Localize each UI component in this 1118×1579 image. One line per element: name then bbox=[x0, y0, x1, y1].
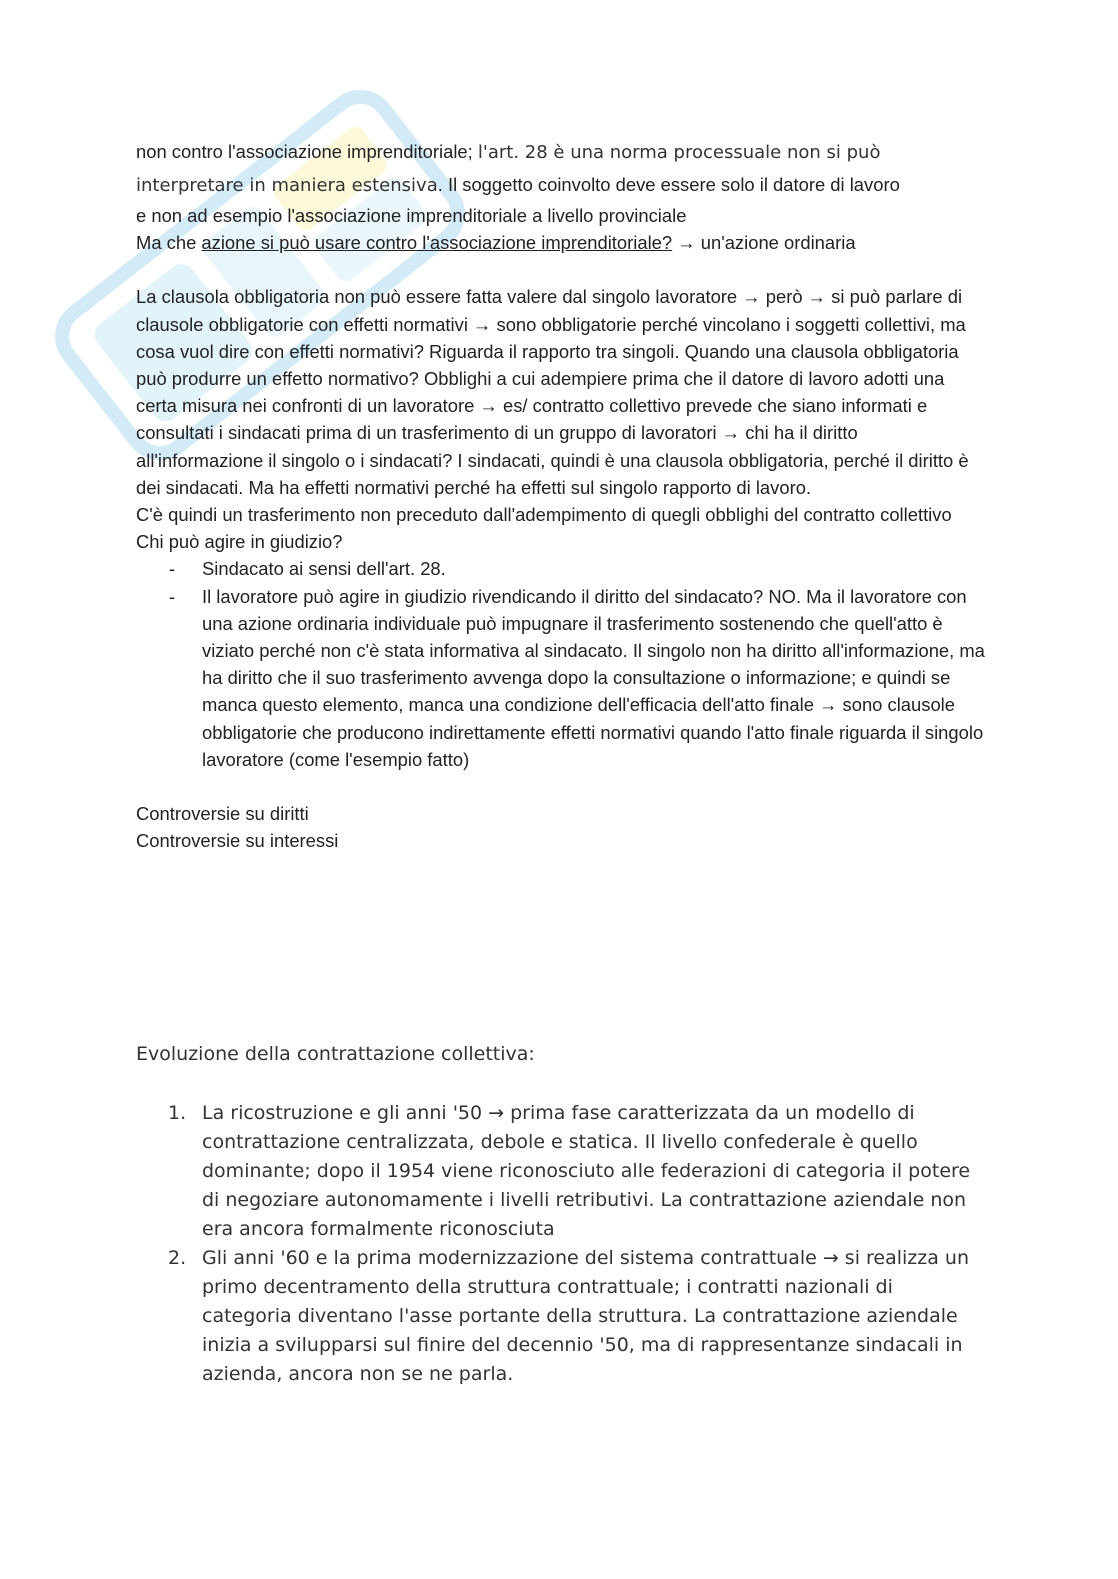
list-item-text: Gli anni '60 e la prima modernizzazione del sistema contrattuale → si realizza un primo decentramento della struttura contrattuale; i contratti nazionali di categoria diventano l'asse portante della struttura. La contrattazione aziendale inizia a svilupparsi sul finire del decennio '50, ma di rappresentanze sindacali in azienda, ancora non se ne parla. bbox=[202, 1247, 970, 1385]
paragraph-1-line3: e non ad esempio l'associazione imprenditoriale a livello provinciale bbox=[136, 205, 687, 226]
dash-bullet: - bbox=[169, 558, 176, 580]
dash-bullet: - bbox=[169, 585, 176, 607]
paragraph-3: C'è quindi un trasferimento non preceduto dall'adempimento di quegli obblighi del contratto collettivo bbox=[136, 504, 952, 526]
section-title: Evoluzione della contrattazione collettiva: bbox=[136, 1043, 535, 1065]
underlined-question: azione si può usare contro l'associazione imprenditoriale? bbox=[201, 232, 673, 254]
paragraph-1-line1-a: non contro l'associazione imprenditoriale; bbox=[136, 141, 478, 162]
paragraph-1-line2-b: . Il soggetto coinvolto deve essere solo il datore di lavoro bbox=[437, 174, 900, 195]
question-line: Chi può agire in giudizio? bbox=[136, 531, 343, 553]
paragraph-1-line1-b: l'art. 28 è una norma processuale non si può bbox=[477, 142, 881, 163]
list-number: 1. bbox=[168, 1102, 187, 1124]
numbered-list bbox=[136, 1099, 986, 1389]
paragraph-1-line4-a: Ma che bbox=[136, 232, 202, 254]
spacer bbox=[136, 256, 986, 283]
dash-list bbox=[136, 555, 986, 773]
list-item-text: La ricostruzione e gli anni '50 → prima fase caratterizzata da un modello di contrattazione centralizzata, debole e statica. Il livello confederale è quello dominante; dopo il 1954 viene riconosciuto alle federazioni di categoria il potere di negoziare autonomamente i livelli retributivi. La contrattazione aziendale non era ancora formalmente riconosciuta bbox=[202, 1102, 971, 1240]
spacer bbox=[136, 773, 986, 800]
paragraph-2: La clausola obbligatoria non può essere fatta valere dal singolo lavoratore → però → si può parlare di clausole obbligatorie con effetti normativi → sono obbligatorie perché vincolano i soggetti collettivi, ma cosa vuol dire con effetti normativi? Riguarda il rapporto tra singoli. Quando una clausola obbligatoria può produrre un effetto normativo? Obblighi a cui adempiere prima che il datore di lavoro adotti una certa misura nei confronti di un lavoratore → es/ contratto collettivo prevede che siano informati e consultati i sindacati prima di un trasferimento di un gruppo di lavoratori → chi ha il diritto all'informazione il singolo o i sindacati? I sindacati, quindi è una clausola obbligatoria, perché il diritto è dei sindacati. Ma ha effetti normativi perché ha effetti sul singolo rapporto di lavoro. bbox=[136, 286, 969, 498]
list-number: 2. bbox=[168, 1247, 187, 1269]
document-body bbox=[136, 136, 986, 854]
list-item bbox=[136, 555, 986, 582]
paragraph-1-line2-a: interpretare in maniera estensiva bbox=[136, 175, 438, 196]
paragraph-1-line4-b: → un'azione ordinaria bbox=[672, 232, 856, 254]
controversie-interessi: Controversie su interessi bbox=[136, 830, 339, 852]
paragraph-1 bbox=[136, 136, 986, 256]
list-item-text: Sindacato ai sensi dell'art. 28. bbox=[202, 558, 446, 580]
list-item bbox=[136, 583, 986, 773]
list-item bbox=[136, 1244, 986, 1389]
list-item bbox=[136, 1099, 986, 1244]
controversie-diritti: Controversie su diritti bbox=[136, 803, 309, 825]
list-item-text: Il lavoratore può agire in giudizio rivendicando il diritto del sindacato? NO. Ma il lavoratore con una azione ordinaria individuale può impugnare il trasferimento sostenendo che quell'atto è viziato perché non c'è stata informativa al sindacato. Il singolo non ha diritto all'informazione, ma ha diritto che il suo trasferimento avvenga dopo la consultazione o informazione; e quindi se manca questo elemento, manca una condizione dell'efficacia dell'atto finale → sono clausole obbligatorie che producono indirettamente effetti normativi quando l'atto finale riguarda il singolo lavoratore (come l'esempio fatto) bbox=[202, 585, 985, 770]
